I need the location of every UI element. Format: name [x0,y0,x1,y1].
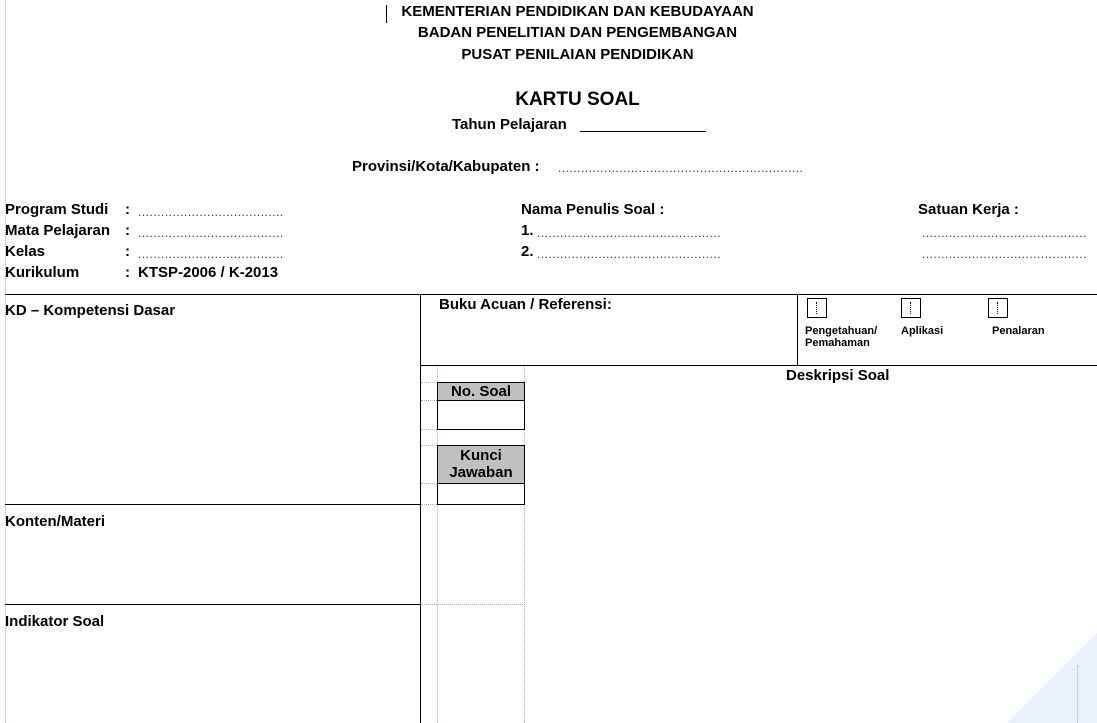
colon: : [125,264,130,281]
deskripsi-soal-label: Deskripsi Soal [786,367,890,384]
cell-guide [421,400,437,401]
kelas-label: Kelas [5,243,46,260]
kurikulum-value: KTSP-2006 / K-2013 [138,264,279,281]
mata-pelajaran-label: Mata Pelajaran [5,222,111,239]
penulis-label: Nama Penulis Soal : [521,201,665,218]
colon: : [125,243,130,260]
penalaran-checkbox[interactable] [988,298,1008,318]
page-corner-decoration [1007,633,1097,723]
jawaban-label: Jawaban [449,464,513,481]
kd-label: KD – Kompetensi Dasar [5,302,176,319]
penulis-num: 2. [521,243,534,260]
corner-guide [1077,665,1078,723]
indikator-label: Indikator Soal [5,613,105,630]
table-top-border [5,294,1097,295]
cell-guide [421,382,437,383]
provinsi-label: Provinsi/Kota/Kabupaten : [352,158,540,175]
table-row-border [5,604,420,605]
provinsi-field[interactable]: ................................................................ [558,161,804,175]
satuan-kerja-field[interactable]: ........................................... [922,226,1087,240]
cell-guide [421,483,437,484]
colon: : [125,222,130,239]
header-center: PUSAT PENILAIAN PENDIDIKAN [461,46,694,63]
cell-guide [421,445,437,446]
level-label-line: Pemahaman [805,337,870,349]
kunci-jawaban-header [437,445,525,484]
buku-acuan-label: Buku Acuan / Referensi: [439,296,612,313]
tahun-label: Tahun Pelajaran [452,116,567,133]
penalaran-label: Penalaran [992,325,1045,337]
penulis-2-field[interactable]: ................................................ [537,247,722,261]
level-label-line: Pengetahuan/ [805,325,878,337]
header-ministry: KEMENTERIAN PENDIDIKAN DAN KEBUDAYAAN [401,3,754,20]
penulis-num: 1. [521,222,534,239]
table-row-border [420,365,1097,366]
header-agency: BADAN PENELITIAN DAN PENGEMBANGAN [417,24,738,41]
kurikulum-label: Kurikulum [5,264,80,281]
cell-guide [421,429,437,430]
program-studi-label: Program Studi [5,201,109,218]
kunci-label: Kunci [460,447,502,464]
konten-label: Konten/Materi [5,513,106,530]
pengetahuan-label [805,325,877,349]
penulis-1-field[interactable]: ................................................ [537,226,722,240]
page-title: KARTU SOAL [515,89,640,110]
kunci-jawaban-field[interactable] [437,483,525,505]
kelas-field[interactable]: ...................................... [138,247,284,261]
aplikasi-checkbox[interactable] [901,298,921,318]
aplikasi-label: Aplikasi [901,325,944,337]
table-divider [797,294,798,365]
no-soal-header: No. Soal [437,382,525,401]
no-soal-field[interactable] [437,400,525,430]
colon: : [125,201,130,218]
pengetahuan-checkbox[interactable] [807,298,827,318]
cell-guide [421,604,525,605]
satuan-kerja-field[interactable]: ........................................... [922,247,1087,261]
satuan-kerja-label: Satuan Kerja : [918,201,1019,218]
mata-pelajaran-field[interactable]: ...................................... [138,226,284,240]
tahun-underline[interactable] [580,131,706,132]
cell-guide [421,504,437,505]
program-studi-field[interactable]: ...................................... [138,205,284,219]
table-divider [420,294,421,723]
table-row-border [5,504,420,505]
